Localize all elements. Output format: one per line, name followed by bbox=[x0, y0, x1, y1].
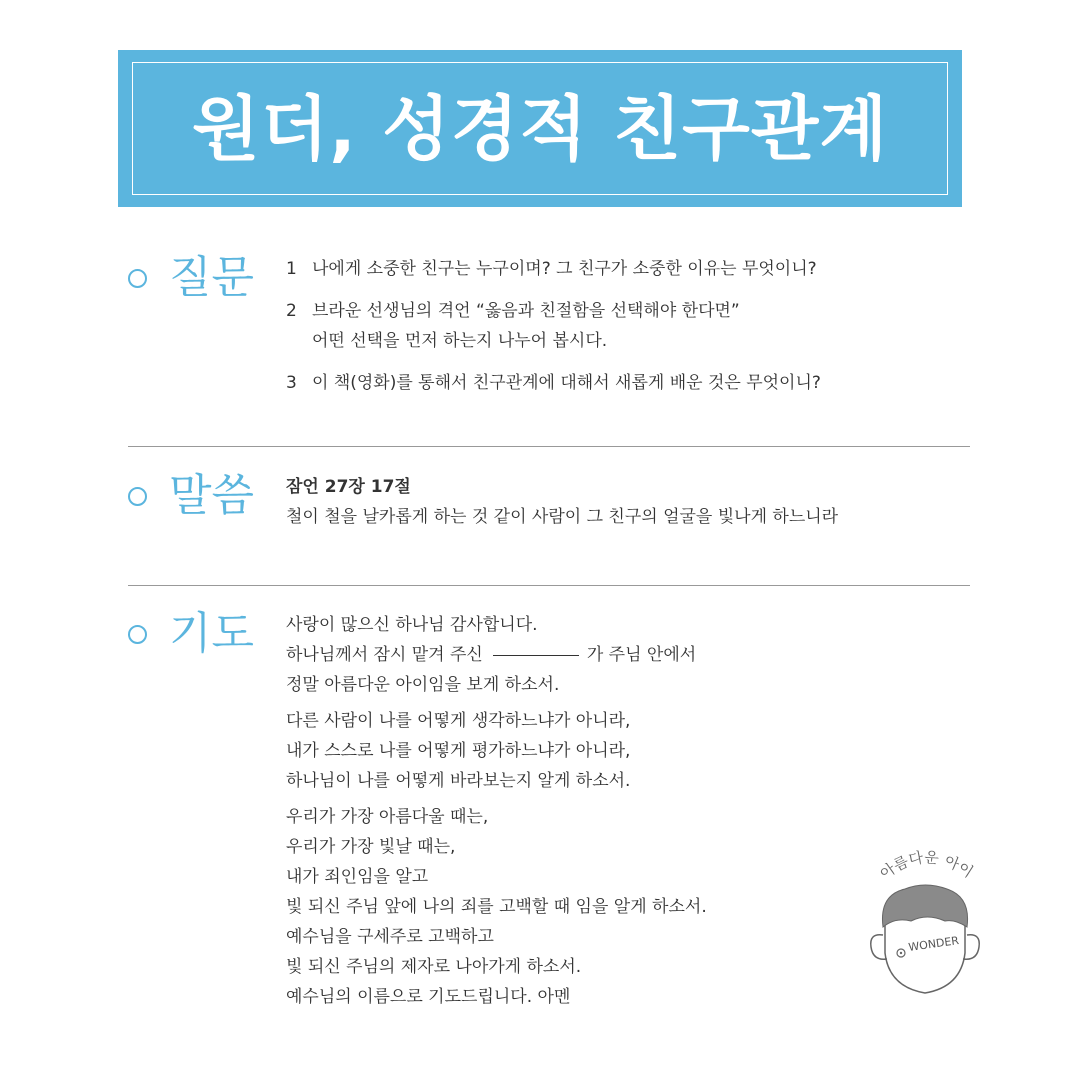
prayer-line: 다른 사람이 나를 어떻게 생각하느냐가 아니라, bbox=[286, 711, 631, 731]
verse-heading bbox=[128, 470, 255, 521]
section-divider bbox=[128, 585, 970, 586]
question-number: 1 bbox=[286, 259, 297, 279]
list-item bbox=[286, 368, 821, 398]
question-number: 2 bbox=[286, 301, 297, 321]
helmet-text: WONDER bbox=[907, 934, 960, 954]
prayer-line: 빛 되신 주님의 제자로 나아가게 하소서. bbox=[286, 957, 582, 977]
prayer-line: 우리가 가장 아름다울 때는, bbox=[286, 807, 489, 827]
prayer-line-start: 하나님께서 잠시 맡겨 주신 bbox=[286, 645, 483, 665]
prayer-line-with-blank bbox=[286, 640, 707, 670]
prayer-line: 내가 스스로 나를 어떻게 평가하느냐가 아니라, bbox=[286, 741, 631, 761]
prayer-line: 예수님의 이름으로 기도드립니다. 아멘 bbox=[286, 987, 571, 1007]
questions-heading bbox=[128, 252, 255, 303]
prayer-line: 내가 죄인임을 알고 bbox=[286, 867, 429, 887]
prayer-paragraph bbox=[286, 802, 707, 1012]
question-number: 3 bbox=[286, 373, 297, 393]
prayer-line: 예수님을 구세주로 고백하고 bbox=[286, 927, 494, 947]
prayer-line: 사랑이 많으신 하나님 감사합니다. bbox=[286, 615, 538, 635]
prayer-label: 기도 bbox=[169, 608, 255, 659]
title-banner bbox=[118, 50, 962, 207]
prayer-line: 하나님이 나를 어떻게 바라보는지 알게 하소서. bbox=[286, 771, 631, 791]
prayer-paragraph bbox=[286, 706, 707, 796]
prayer-paragraph bbox=[286, 610, 707, 700]
list-item bbox=[286, 254, 821, 284]
fill-in-blank[interactable] bbox=[493, 655, 579, 656]
circle-bullet-icon bbox=[128, 269, 147, 288]
questions-label: 질문 bbox=[169, 252, 255, 303]
prayer-block bbox=[286, 610, 707, 1018]
illustration-caption: 아름다운 아이 bbox=[876, 848, 977, 883]
page-title: 원더, 성경적 친구관계 bbox=[192, 87, 888, 170]
verse-label: 말씀 bbox=[169, 470, 255, 521]
title-banner-frame bbox=[132, 62, 948, 195]
prayer-line: 정말 아름다운 아이임을 보게 하소서. bbox=[286, 675, 560, 695]
list-item bbox=[286, 296, 821, 356]
verse-text: 철이 철을 날카롭게 하는 것 같이 사람이 그 친구의 얼굴을 빛나게 하느니라 bbox=[286, 507, 839, 527]
question-text: 브라운 선생님의 격언 “옳음과 친절함을 선택해야 한다면” 어떤 선택을 먼저 하는지 나누어 봅시다. bbox=[312, 301, 740, 351]
questions-list bbox=[286, 254, 821, 410]
circle-bullet-icon bbox=[128, 625, 147, 644]
verse-reference: 잠언 27장 17절 bbox=[286, 477, 411, 497]
prayer-heading bbox=[128, 608, 255, 659]
prayer-line-end: 가 주님 안에서 bbox=[586, 645, 697, 665]
question-text: 나에게 소중한 친구는 누구이며? 그 친구가 소중한 이유는 무엇이니? bbox=[312, 259, 817, 279]
prayer-line: 우리가 가장 빛날 때는, bbox=[286, 837, 456, 857]
question-text: 이 책(영화)를 통해서 친구관계에 대해서 새롭게 배운 것은 무엇이니? bbox=[312, 373, 821, 393]
boy-helmet-icon bbox=[855, 835, 995, 1005]
prayer-line: 빛 되신 주님 앞에 나의 죄를 고백할 때 임을 알게 하소서. bbox=[286, 897, 707, 917]
verse-block bbox=[286, 472, 838, 532]
circle-bullet-icon bbox=[128, 487, 147, 506]
section-divider bbox=[128, 446, 970, 447]
